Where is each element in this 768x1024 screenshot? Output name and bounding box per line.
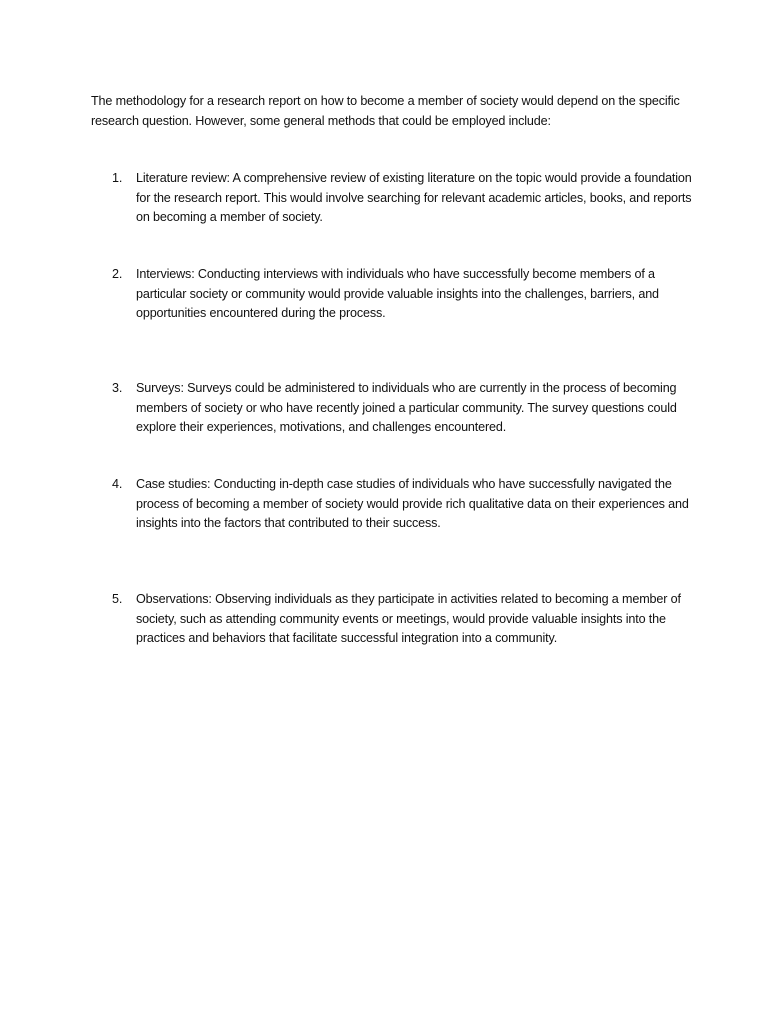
- list-number: 3.: [112, 381, 123, 395]
- list-item-interviews: [112, 265, 692, 324]
- list-number: 4.: [112, 477, 123, 491]
- list-item-text: Literature review: A comprehensive review of existing literature on the topic would provide a foundation for the research report. This would involve searching for relevant academic articles, books, and reports on becoming a member of society.: [136, 171, 692, 224]
- list-item-observations: [112, 590, 692, 649]
- list-number: 2.: [112, 267, 123, 281]
- list-item-literature-review: [112, 169, 692, 228]
- list-item-text: Case studies: Conducting in-depth case studies of individuals who have successfully navigated the process of becoming a member of society would provide rich qualitative data on their experiences and insights into the factors that contributed to their success.: [136, 477, 689, 530]
- list-number: 5.: [112, 592, 123, 606]
- list-item-text: Surveys: Surveys could be administered to individuals who are currently in the process of becoming members of society or who have recently joined a particular community. The survey questions could explore their experiences, motivations, and challenges encountered.: [136, 381, 677, 434]
- list-item-surveys: [112, 379, 692, 438]
- intro-paragraph: The methodology for a research report on how to become a member of society would depend on the specific research question. However, some general methods that could be employed include:: [91, 94, 680, 128]
- list-number: 1.: [112, 171, 123, 185]
- list-item-text: Interviews: Conducting interviews with individuals who have successfully become members of a particular society or community would provide valuable insights into the challenges, barriers, and opportunities encountered during the process.: [136, 267, 659, 320]
- list-item-text: Observations: Observing individuals as they participate in activities related to becoming a member of society, such as attending community events or meetings, would provide valuable insights into the practices and behaviors that facilitate successful integration into a community.: [136, 592, 681, 645]
- list-item-case-studies: [112, 475, 692, 534]
